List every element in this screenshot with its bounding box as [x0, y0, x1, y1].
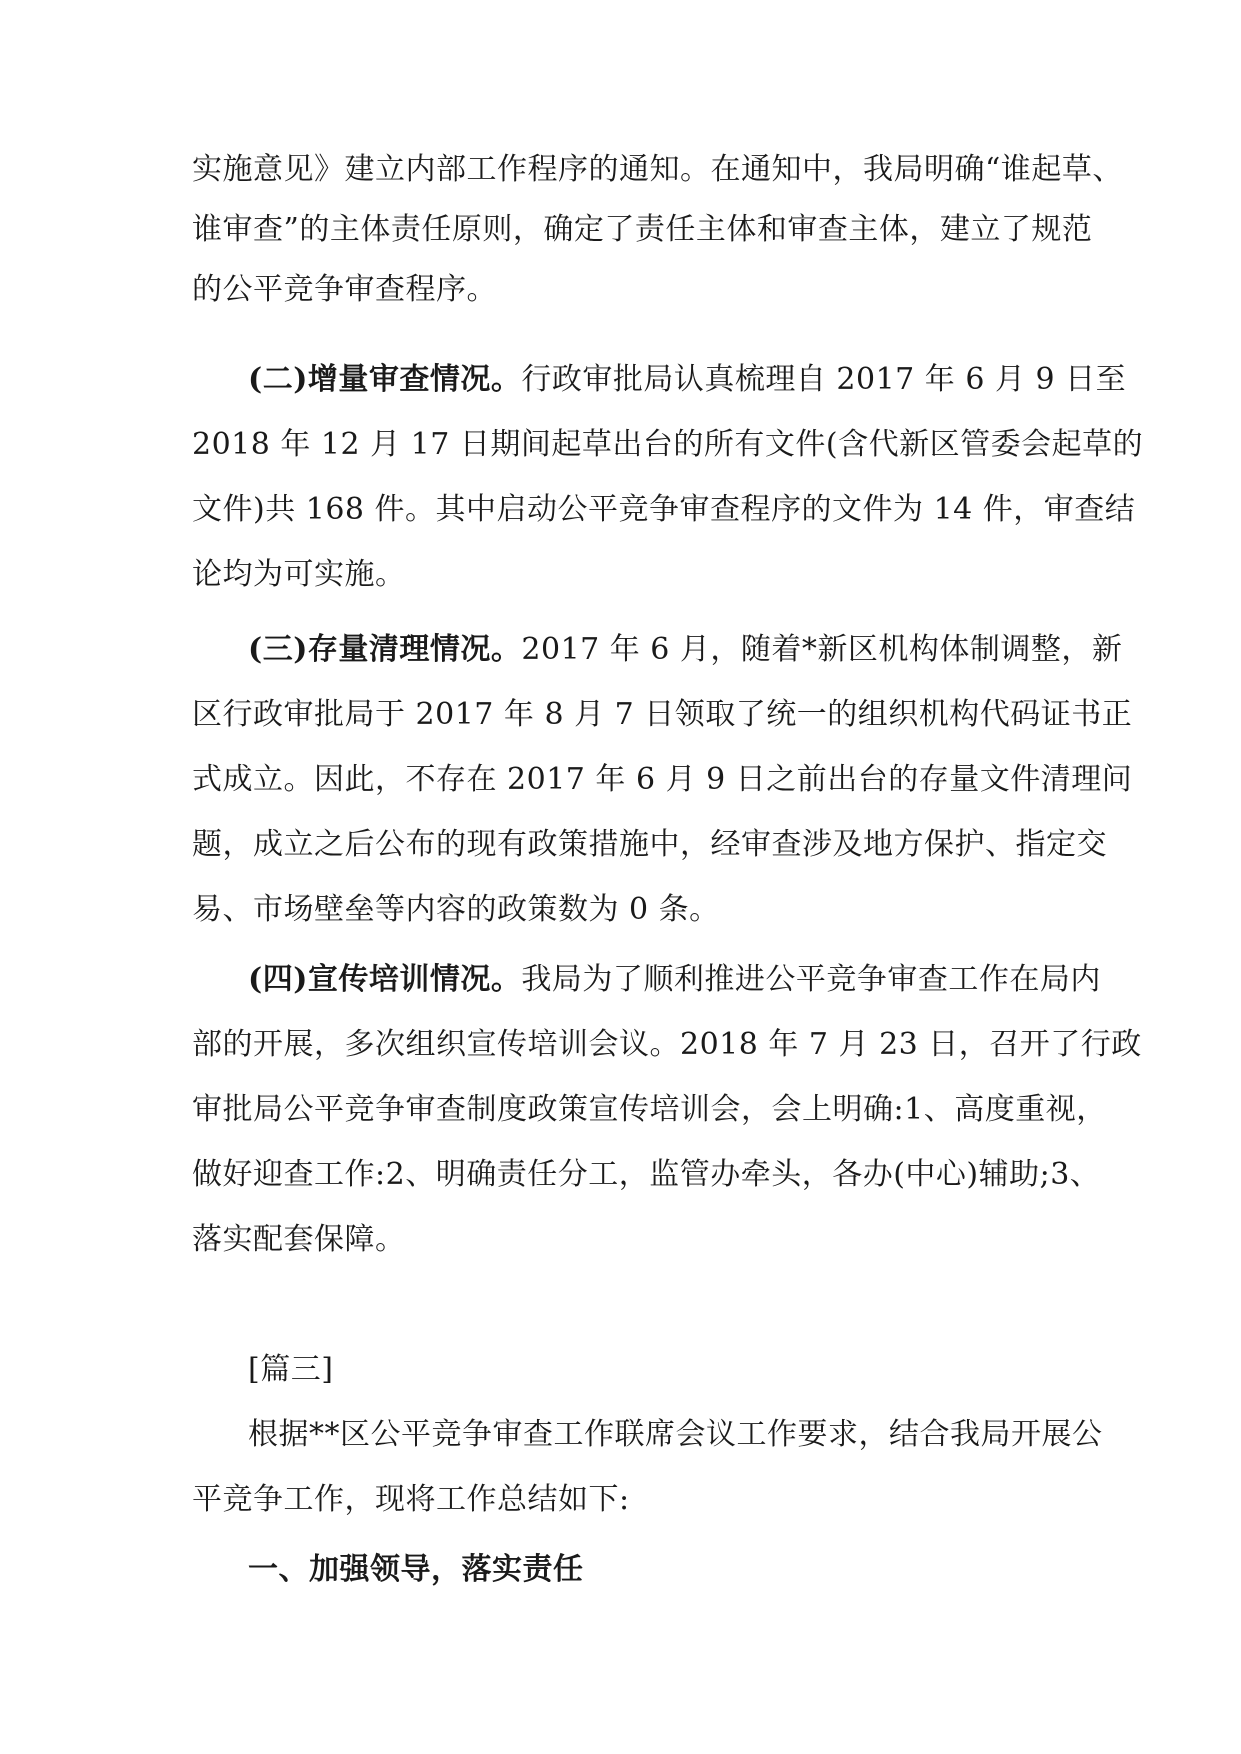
paragraph-first-line: [248, 960, 1128, 1000]
paragraph-line: 实施意见》建立内部工作程序的通知。在通知中，我局明确“谁起草、: [192, 152, 1123, 187]
paragraph-line: 2018 年 12 月 17 日期间起草出台的所有文件(含代新区管委会起草的: [192, 427, 1144, 462]
paragraph-first-line: [248, 360, 1128, 400]
subheading-stock-cleanup: (三)存量清理情况。: [248, 632, 522, 667]
paragraph-line: 部的开展，多次组织宣传培训会议。2018 年 7 月 23 日，召开了行政: [192, 1027, 1142, 1062]
subheading-incremental-review: (二)增量审查情况。: [248, 362, 522, 397]
paragraph-line: 论均为可实施。: [192, 557, 406, 592]
paragraph-text: 2017 年 6 月，随着*新区机构体制调整，新: [521, 632, 1123, 667]
paragraph-line: 落实配套保障。: [192, 1222, 406, 1257]
paragraph-line: 题，成立之后公布的现有政策措施中，经审查涉及地方保护、指定交: [192, 827, 1107, 862]
subheading-publicity-training: (四)宣传培训情况。: [248, 962, 522, 997]
section-heading: 一、加强领导，落实责任: [248, 1552, 584, 1587]
paragraph-first-line: [248, 630, 1128, 670]
paragraph-line: 的公平竞争审查程序。: [192, 272, 497, 307]
paragraph-line: 审批局公平竞争审查制度政策宣传培训会，会上明确:1、高度重视，: [192, 1092, 1107, 1127]
paragraph-line: 谁审查”的主体责任原则，确定了责任主体和审查主体，建立了规范: [192, 212, 1093, 247]
paragraph-line: 式成立。因此，不存在 2017 年 6 月 9 日之前出台的存量文件清理问: [192, 762, 1133, 797]
paragraph-text: 我局为了顺利推进公平竞争审查工作在局内: [521, 962, 1101, 997]
paragraph-first-line: 根据**区公平竞争审查工作联席会议工作要求，结合我局开展公: [248, 1417, 1103, 1452]
paragraph-line: 区行政审批局于 2017 年 8 月 7 日领取了统一的组织机构代码证书正: [192, 697, 1133, 732]
paragraph-line: 平竞争工作，现将工作总结如下:: [192, 1482, 630, 1517]
paragraph-line: 文件)共 168 件。其中启动公平竞争审查程序的文件为 14 件，审查结: [192, 492, 1136, 527]
paragraph-line: 易、市场壁垒等内容的政策数为 0 条。: [192, 892, 720, 927]
paragraph-text: 行政审批局认真梳理自 2017 年 6 月 9 日至: [521, 362, 1127, 397]
paragraph-line: 做好迎查工作:2、明确责任分工，监管办牵头，各办(中心)辅助;3、: [192, 1157, 1101, 1192]
section-label: [篇三]: [248, 1352, 334, 1387]
